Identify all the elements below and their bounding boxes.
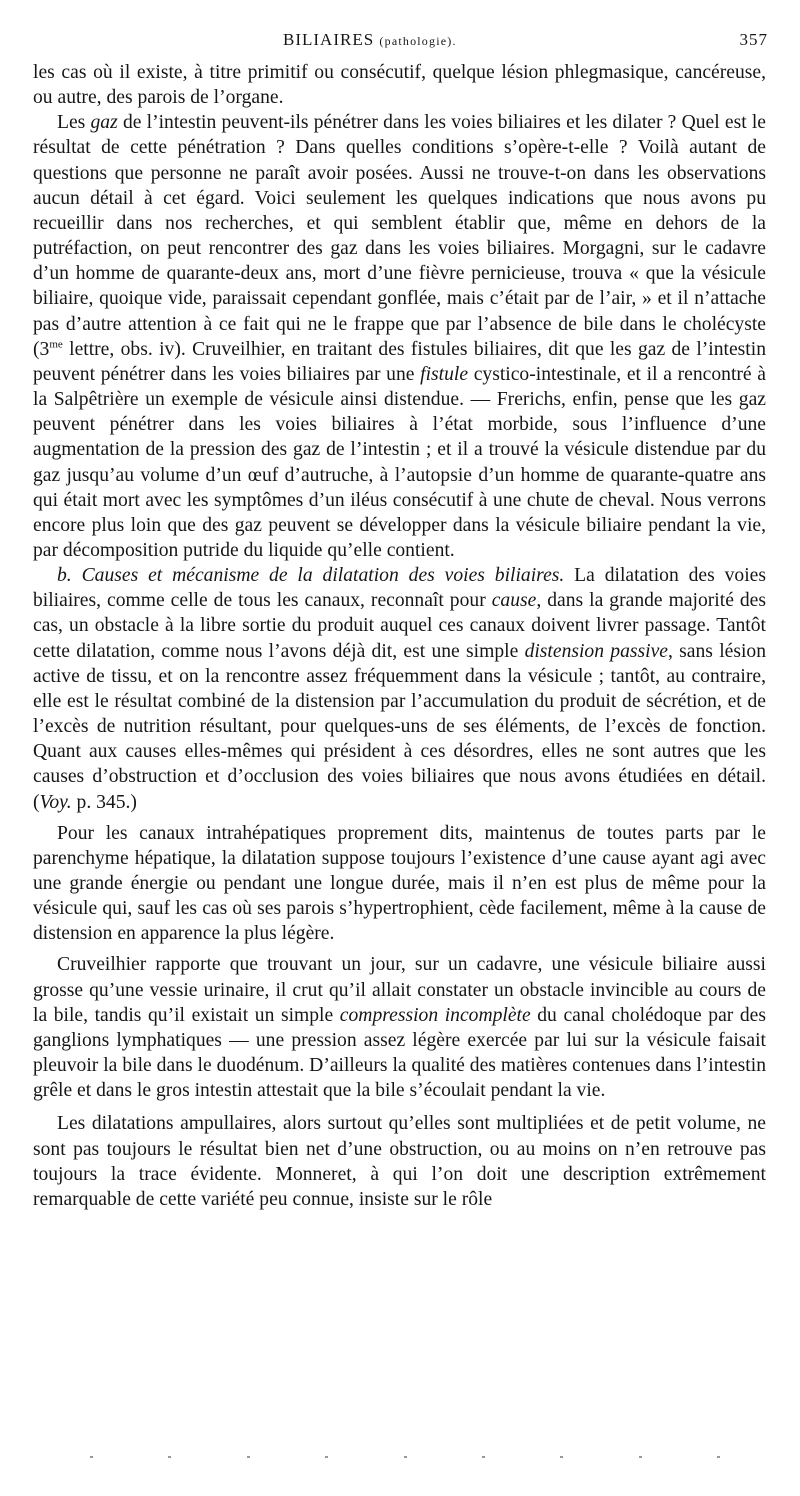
running-title-section: (pathologie).: [379, 34, 457, 48]
italic-text: b. Causes et mécanisme de la dilatation des voies biliaires.: [57, 565, 565, 587]
document-page: [33, 30, 766, 1212]
paragraph-text: les cas où il existe, à titre primitif ou consécutif, quelque lésion phlegmasique, cancéreuse, ou autre, des parois de l’organe.: [33, 62, 766, 109]
paragraph-text: Les: [57, 112, 91, 134]
page-number: 357: [739, 30, 768, 49]
italic-text: Voy.: [39, 791, 72, 813]
running-title-main: BILIAIRES: [283, 30, 375, 49]
paragraph-text: La dilatation des voies biliaires, comme celle de tous les canaux, reconnaît pour: [33, 565, 766, 612]
paragraph: [33, 1111, 766, 1212]
paragraph-text: du canal cholédoque par des ganglions lymphatiques — une pression assez légère exercée par lui sur la vésicule faisait pleuvoir la bile dans le duodénum. D’ailleurs la qualité des matières contenues dans l’intestin grêle et dans le gros intestin attestait que la bile s’écoulait pendant la vie.: [33, 1004, 766, 1102]
paragraph-text: lettre, obs. iv). Cruveilhier, en traitant des fistules biliaires, dit que les gaz de l’intestin peuvent pénétrer dans les voies biliaires par une: [33, 338, 766, 385]
paragraph: [33, 60, 766, 110]
italic-text: fistule: [420, 363, 469, 385]
paragraph-text: , dans la grande majorité des cas, un obstacle à la libre sortie du produit auquel ces canaux doivent livrer passage. Tantôt cette dilatation, comme nous l’avons déjà dit, est une simple: [33, 590, 767, 662]
body-text: [33, 60, 766, 1212]
italic-text: gaz: [90, 112, 118, 134]
paragraph: [33, 563, 766, 815]
paragraph-text: Pour les canaux intrahépatiques proprement dits, maintenus de toutes parts par le parenchyme hépatique, la dilatation suppose toujours l’existence d’une cause ayant agi avec une grande énergie ou pendant une longue durée, mais il n’en est plus de même pour la vésicule qui, sauf les cas où ses parois s’hypertrophient, cède facilement, même à la cause de distension en apparence la plus légère.: [33, 822, 766, 945]
italic-text: cause: [491, 590, 537, 612]
paragraph-text: p. 345.): [71, 791, 137, 813]
page-bottom-marks: [90, 1456, 720, 1460]
paragraph-text: , sans lésion active de tissu, et on la rencontre assez fréquemment dans la vésicule ; tantôt, au contraire, elle est le résultat combiné de la distension par l’accumulation du produit de sécrétion, et de l’excès de nutrition résultant, pour quelques-uns de ses éléments, de l’excès de fonction. Quant aux causes elles-mêmes qui président à ces désordres, elles ne sont autres que les causes d’obstruction et d’occlusion des voies biliaires que nous avons étudiées en détail. (: [33, 640, 767, 813]
italic-text: compression incomplète: [339, 1004, 531, 1026]
paragraph-text: cystico-intestinale, et il a rencontré à la Salpêtrière un exemple de vésicule ainsi distendue. — Frerichs, enfin, pense que les gaz peuvent pénétrer dans les voies biliaires à l’état morbide, sous l’influence d’une augmentation de la pression des gaz de l’intestin ; et il a trouvé la vésicule distendue par du gaz jusqu’au volume d’un œuf d’autruche, à l’autopsie d’un homme de quarante-quatre ans qui était mort avec les symptômes d’un iléus consécutif à une chute de cheval. Nous verrons encore plus loin que des gaz peuvent se développer dans la vésicule biliaire pendant la vie, par décomposition putride du liquide qu’elle contient.: [33, 363, 766, 561]
paragraph: [33, 821, 766, 947]
paragraph-text: de l’intestin peuvent-ils pénétrer dans les voies biliaires et les dilater ? Quel est le résultat de cette pénétration ? Dans quelles conditions s’opère-t-elle ? Voilà autant de questions que personne ne paraît avoir posées. Aussi ne trouve-t-on dans les observations aucun détail à cet égard. Voici seulement les quelques indications que nous avons pu recueillir dans nos recherches, et qui semblent établir que, même en dehors de la putréfaction, on peut rencontrer des gaz dans les voies biliaires. Morgagni, sur le cadavre d’un homme de quarante-deux ans, mort d’une fièvre pernicieuse, trouva « que la vésicule biliaire, quoique vide, paraissait cependant gonflée, mais c’était par de l’air, » et il n’attache pas d’autre attention à ce fait qui ne le frappe que par l’absence de bile dans le cholécyste (3: [33, 112, 766, 360]
paragraph: [33, 952, 766, 1103]
paragraph-text: Cruveilhier rapporte que trouvant un jour, sur un cadavre, une vésicule biliaire aussi grosse qu’une vessie urinaire, il crut qu’il allait constater un obstacle invincible au cours de la bile, tandis qu’il existait un simple: [33, 954, 766, 1026]
running-header: [33, 30, 766, 54]
italic-text: distension passive: [524, 640, 668, 662]
running-title: [283, 30, 457, 50]
paragraph: [33, 110, 766, 563]
paragraph-text: Les dilatations ampullaires, alors surtout qu’elles sont multipliées et de petit volume, ne sont pas toujours le résultat bien net d’une obstruction, ou au moins on n’en retrouve pas toujours la trace évidente. Monneret, à qui l’on doit une description extrêmement remarquable de cette variété peu connue, insiste sur le rôle: [33, 1113, 766, 1210]
superscript-text: me: [49, 338, 63, 351]
